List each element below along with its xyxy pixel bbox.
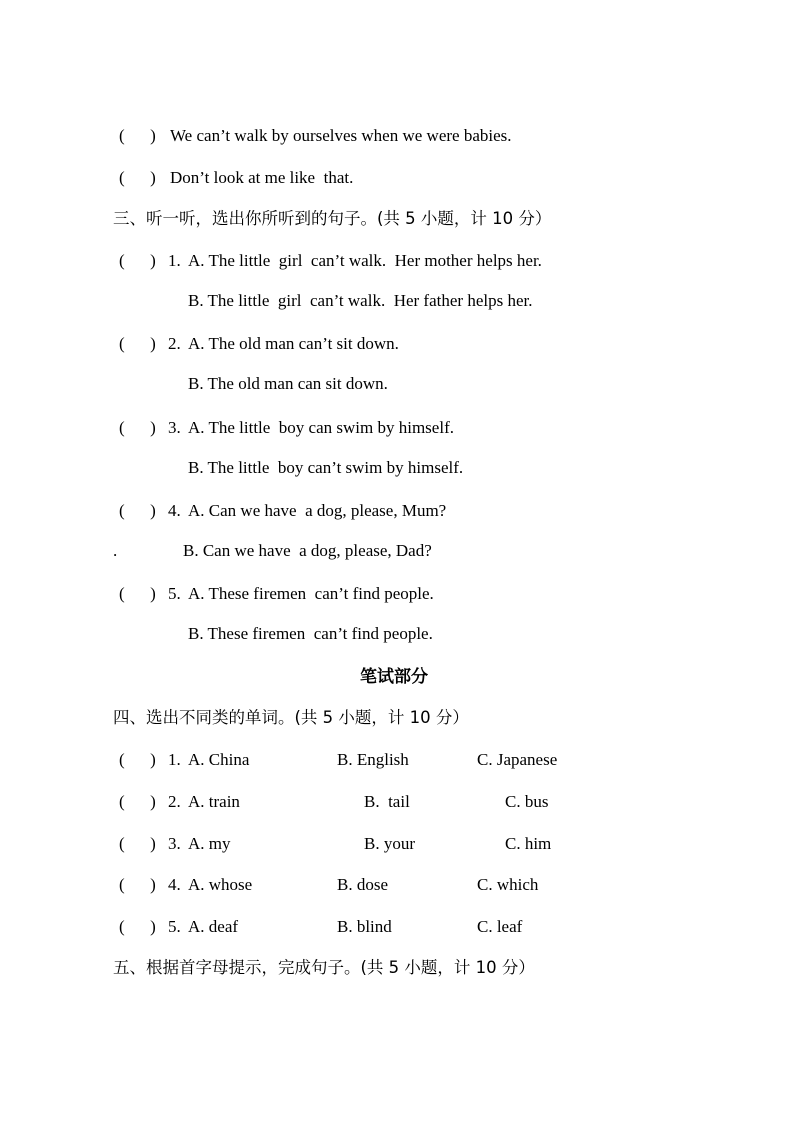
option-a: A. whose: [188, 875, 253, 894]
question-number: 3.: [168, 418, 181, 437]
question-number: 1.: [168, 750, 181, 769]
question-number: 4.: [168, 875, 181, 894]
answer-blank[interactable]: ( ): [119, 418, 156, 437]
answer-blank[interactable]: ( ): [119, 792, 156, 811]
answer-blank[interactable]: ( ): [119, 917, 156, 936]
answer-blank[interactable]: ( ): [119, 750, 156, 769]
question-number: 4.: [168, 501, 181, 520]
answer-blank[interactable]: ( ): [119, 168, 156, 187]
question-number: 5.: [168, 917, 181, 936]
question-number: 3.: [168, 834, 181, 853]
question-number: 2.: [168, 334, 181, 353]
option-b: B. blind: [337, 917, 392, 936]
option-b: B. English: [337, 750, 409, 769]
option-c: C. bus: [505, 792, 549, 811]
option-a: A. China: [188, 750, 250, 769]
answer-blank[interactable]: ( ): [119, 584, 156, 603]
option-b: B. Can we have a dog, please, Dad?: [183, 541, 432, 560]
answer-blank[interactable]: ( ): [119, 334, 156, 353]
option-a: A. The old man can’t sit down.: [188, 334, 399, 353]
option-a: A. These firemen can’t find people.: [188, 584, 434, 603]
section-heading: 五、根据首字母提示，完成句子。(共 5 小题，计 10 分）: [113, 958, 535, 977]
answer-blank[interactable]: ( ): [119, 875, 156, 894]
section-heading: 四、选出不同类的单词。(共 5 小题，计 10 分）: [113, 708, 469, 727]
option-a: A. The little boy can swim by himself.: [188, 418, 454, 437]
option-c: C. him: [505, 834, 552, 853]
answer-blank[interactable]: ( ): [119, 126, 156, 145]
question-number: 2.: [168, 792, 181, 811]
answer-blank[interactable]: ( ): [119, 501, 156, 520]
section-heading: 三、听一听，选出你所听到的句子。(共 5 小题，计 10 分）: [113, 209, 552, 228]
option-b: B. The little girl can’t walk. Her father helps her.: [188, 291, 533, 310]
option-b: B. The old man can sit down.: [188, 374, 388, 393]
option-a: A. train: [188, 792, 240, 811]
option-b: B. your: [364, 834, 415, 853]
stray-dot: .: [113, 541, 118, 560]
question-number: 1.: [168, 251, 181, 270]
option-b: B. dose: [337, 875, 388, 894]
option-b: B. The little boy can’t swim by himself.: [188, 458, 464, 477]
answer-blank[interactable]: ( ): [119, 834, 156, 853]
option-c: C. which: [477, 875, 539, 894]
option-a: A. my: [188, 834, 231, 853]
question-number: 5.: [168, 584, 181, 603]
option-a: A. The little girl can’t walk. Her mother helps her.: [188, 251, 542, 270]
answer-blank[interactable]: ( ): [119, 251, 156, 270]
option-b: B. tail: [364, 792, 410, 811]
option-b: B. These firemen can’t find people.: [188, 624, 433, 643]
part-title: 笔试部分: [360, 667, 428, 687]
option-c: C. leaf: [477, 917, 523, 936]
sentence-text: Don’t look at me like that.: [170, 168, 354, 187]
option-a: A. deaf: [188, 917, 239, 936]
sentence-text: We can’t walk by ourselves when we were babies.: [170, 126, 512, 145]
option-c: C. Japanese: [477, 750, 558, 769]
option-a: A. Can we have a dog, please, Mum?: [188, 501, 447, 520]
